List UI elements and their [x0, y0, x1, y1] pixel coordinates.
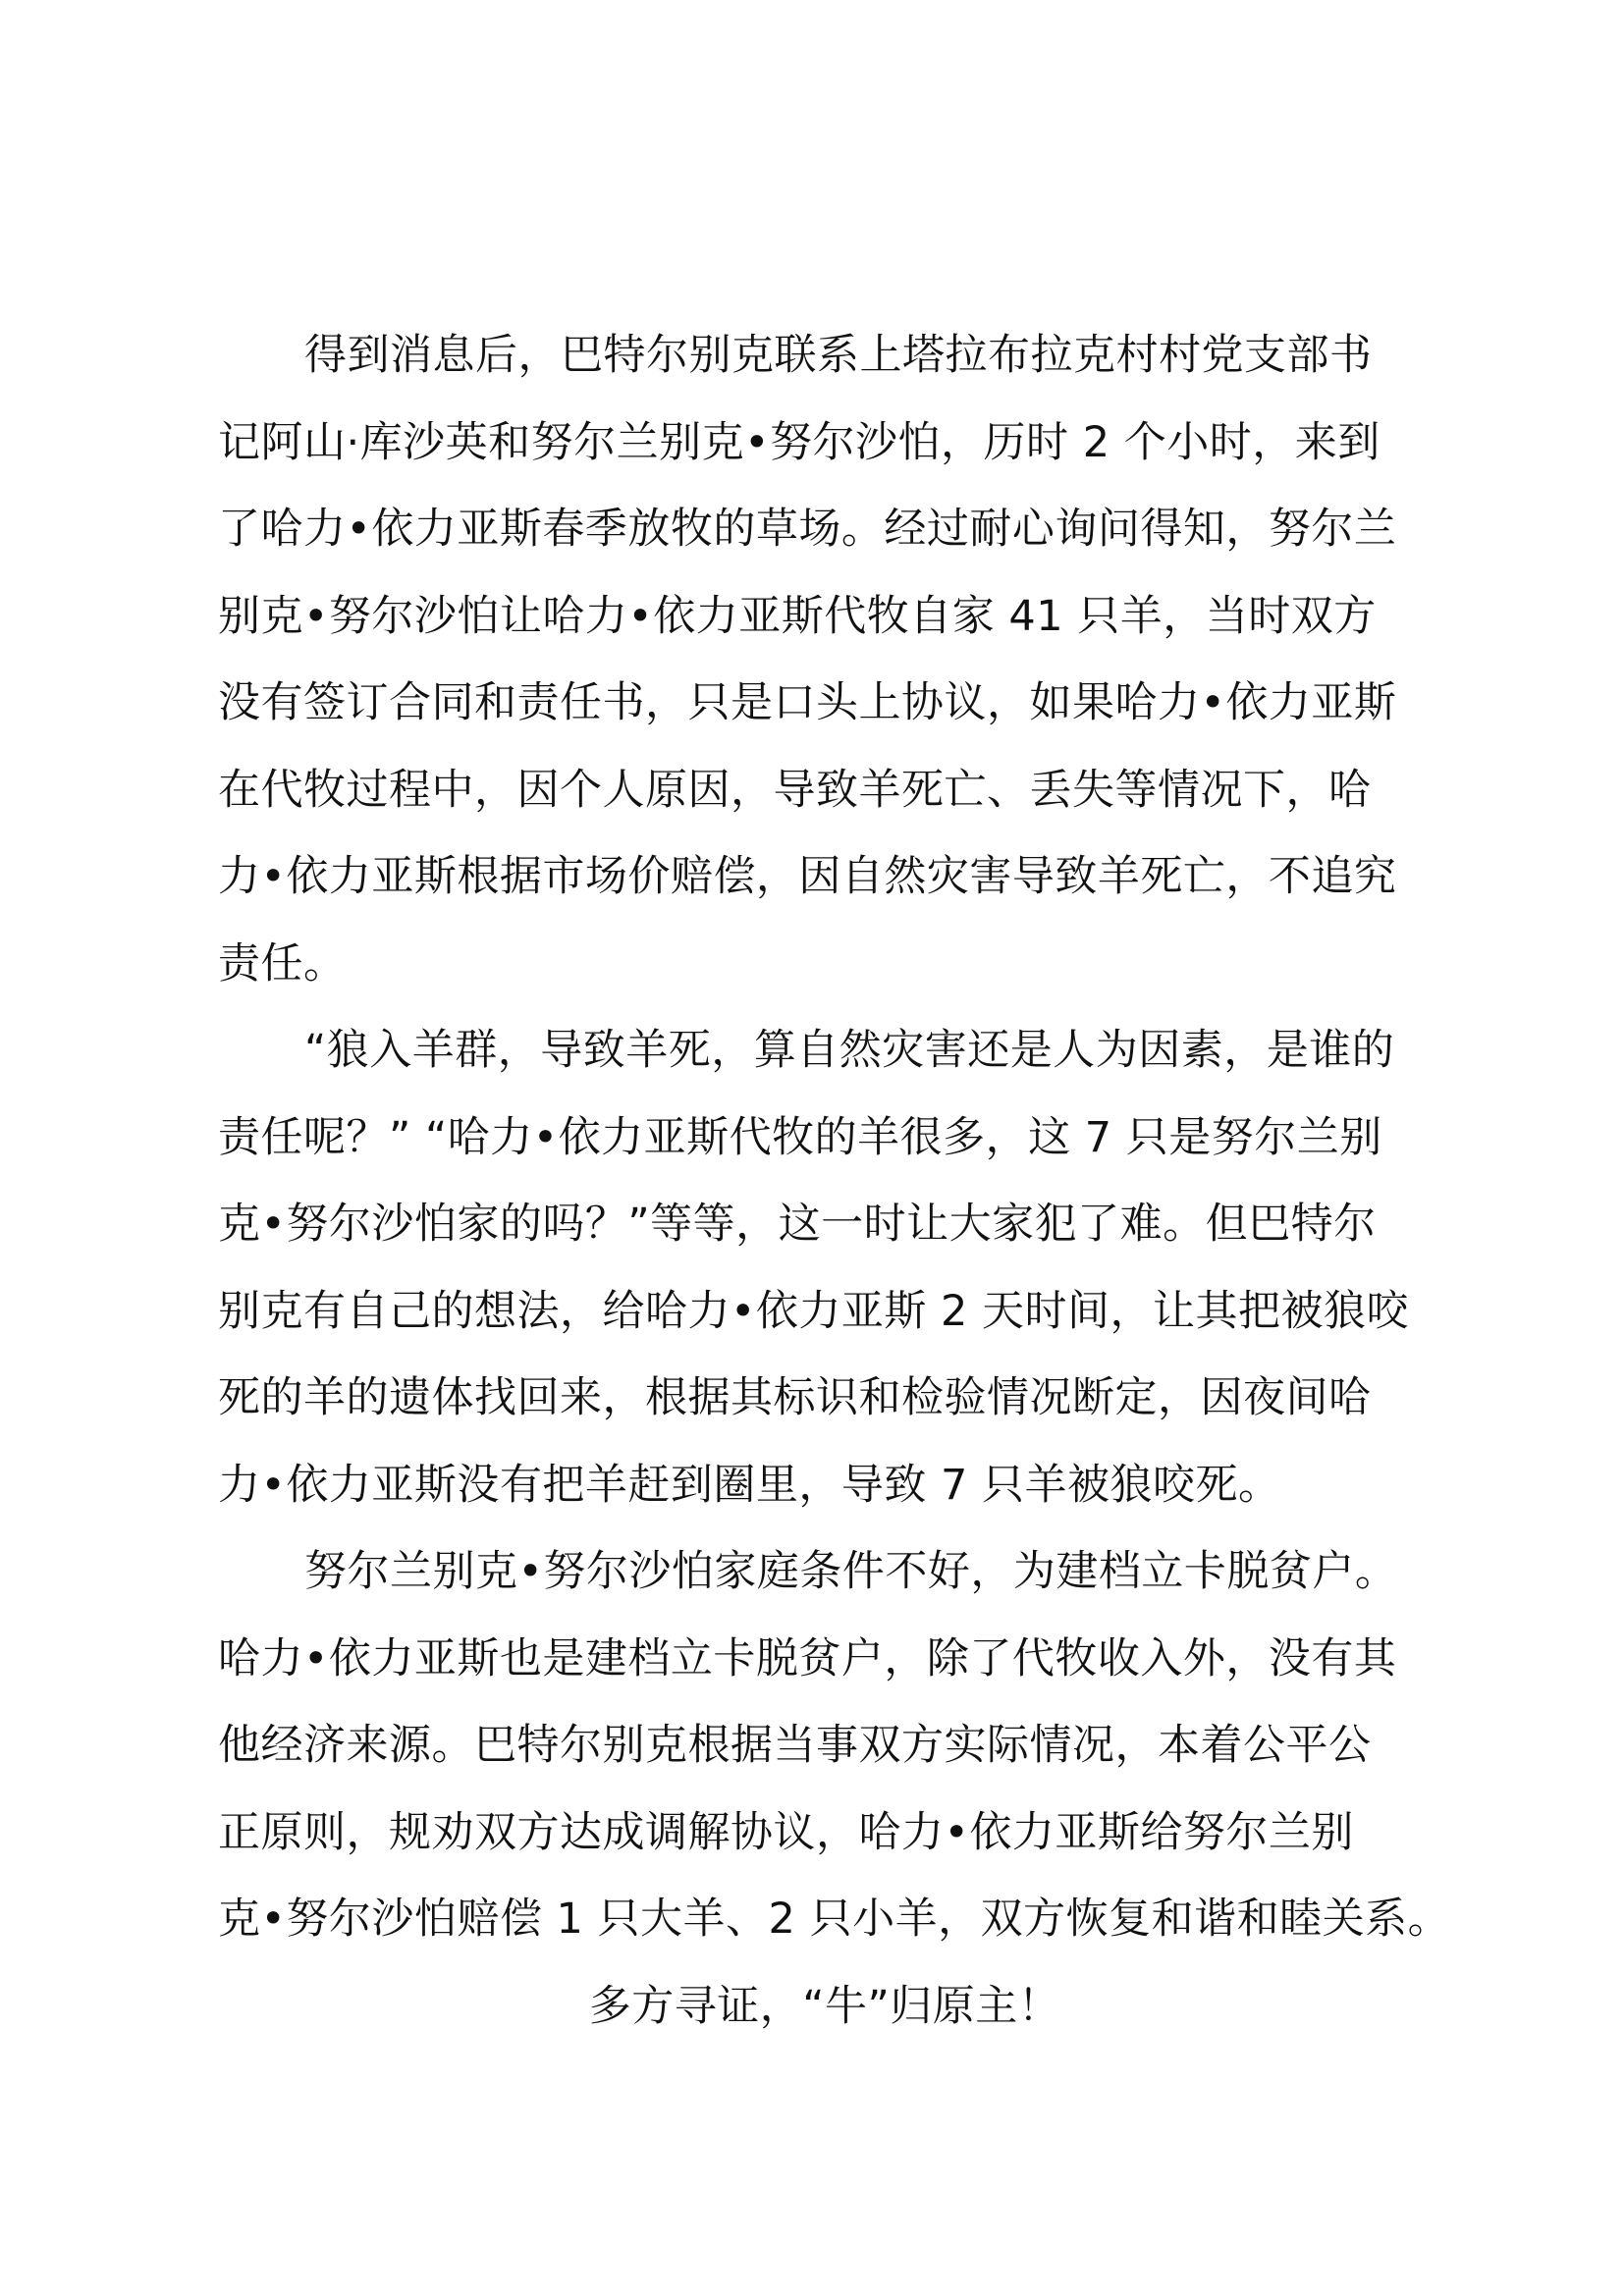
text-line: 克•努尔沙怕家的吗？”等等，这一时让大家犯了难。但巴特尔 [218, 1200, 1377, 1249]
text-line: 了哈力•依力亚斯春季放牧的草场。经过耐心询问得知，努尔兰 [218, 505, 1397, 554]
document-page [218, 312, 1455, 2050]
text-line: 正原则，规劝双方达成调解协议，哈力•依力亚斯给努尔兰别 [218, 1807, 1354, 1857]
text-line: 在代牧过程中，因个人原因，导致羊死亡、丢失等情况下，哈 [218, 765, 1372, 815]
text-line: 责任呢？” “哈力•依力亚斯代牧的羊很多，这 7 只是努尔兰别 [218, 1112, 1382, 1162]
text-line: 得到消息后，巴特尔别克联系上塔拉布拉克村村党支部书 [304, 331, 1373, 380]
text-line: 别克有自己的想法，给哈力•依力亚斯 2 天时间，让其把被狼咬 [218, 1286, 1410, 1336]
text-line: 哈力•依力亚斯也是建档立卡脱贫户，除了代牧收入外，没有其 [218, 1633, 1397, 1683]
text-line: 力•依力亚斯根据市场价赔偿，因自然灾害导致羊死亡，不追究 [218, 852, 1397, 901]
text-line: 克•努尔沙怕赔偿 1 只大羊、2 只小羊，双方恢复和谐和睦关系。 [218, 1895, 1451, 1944]
text-line: 努尔兰别克•努尔沙怕家庭条件不好，为建档立卡脱贫户。 [304, 1547, 1398, 1596]
section-heading: 多方寻证，“牛”归原主！ [588, 1981, 1061, 2031]
paragraph-1 [218, 312, 1455, 1007]
text-line: 责任。 [218, 938, 347, 988]
text-line: 记阿山·库沙英和努尔兰别克•努尔沙怕，历时 2 个小时，来到 [218, 417, 1380, 467]
text-line: 别克•努尔沙怕让哈力•依力亚斯代牧自家 41 只羊，当时双方 [218, 591, 1377, 641]
text-line: 没有签订合同和责任书，只是口头上协议，如果哈力•依力亚斯 [218, 678, 1397, 727]
text-line: 死的羊的遗体找回来，根据其标识和检验情况断定，因夜间哈 [218, 1373, 1372, 1422]
text-line: “狼入羊群，导致羊死，算自然灾害还是人为因素，是谁的 [304, 1026, 1395, 1075]
text-line: 他经济来源。巴特尔别克根据当事双方实际情况，本着公平公 [218, 1721, 1372, 1770]
paragraph-2 [218, 1007, 1455, 1528]
paragraph-3 [218, 1528, 1455, 1963]
text-line: 力•依力亚斯没有把羊赶到圈里，导致 7 只羊被狼咬死。 [218, 1460, 1281, 1510]
